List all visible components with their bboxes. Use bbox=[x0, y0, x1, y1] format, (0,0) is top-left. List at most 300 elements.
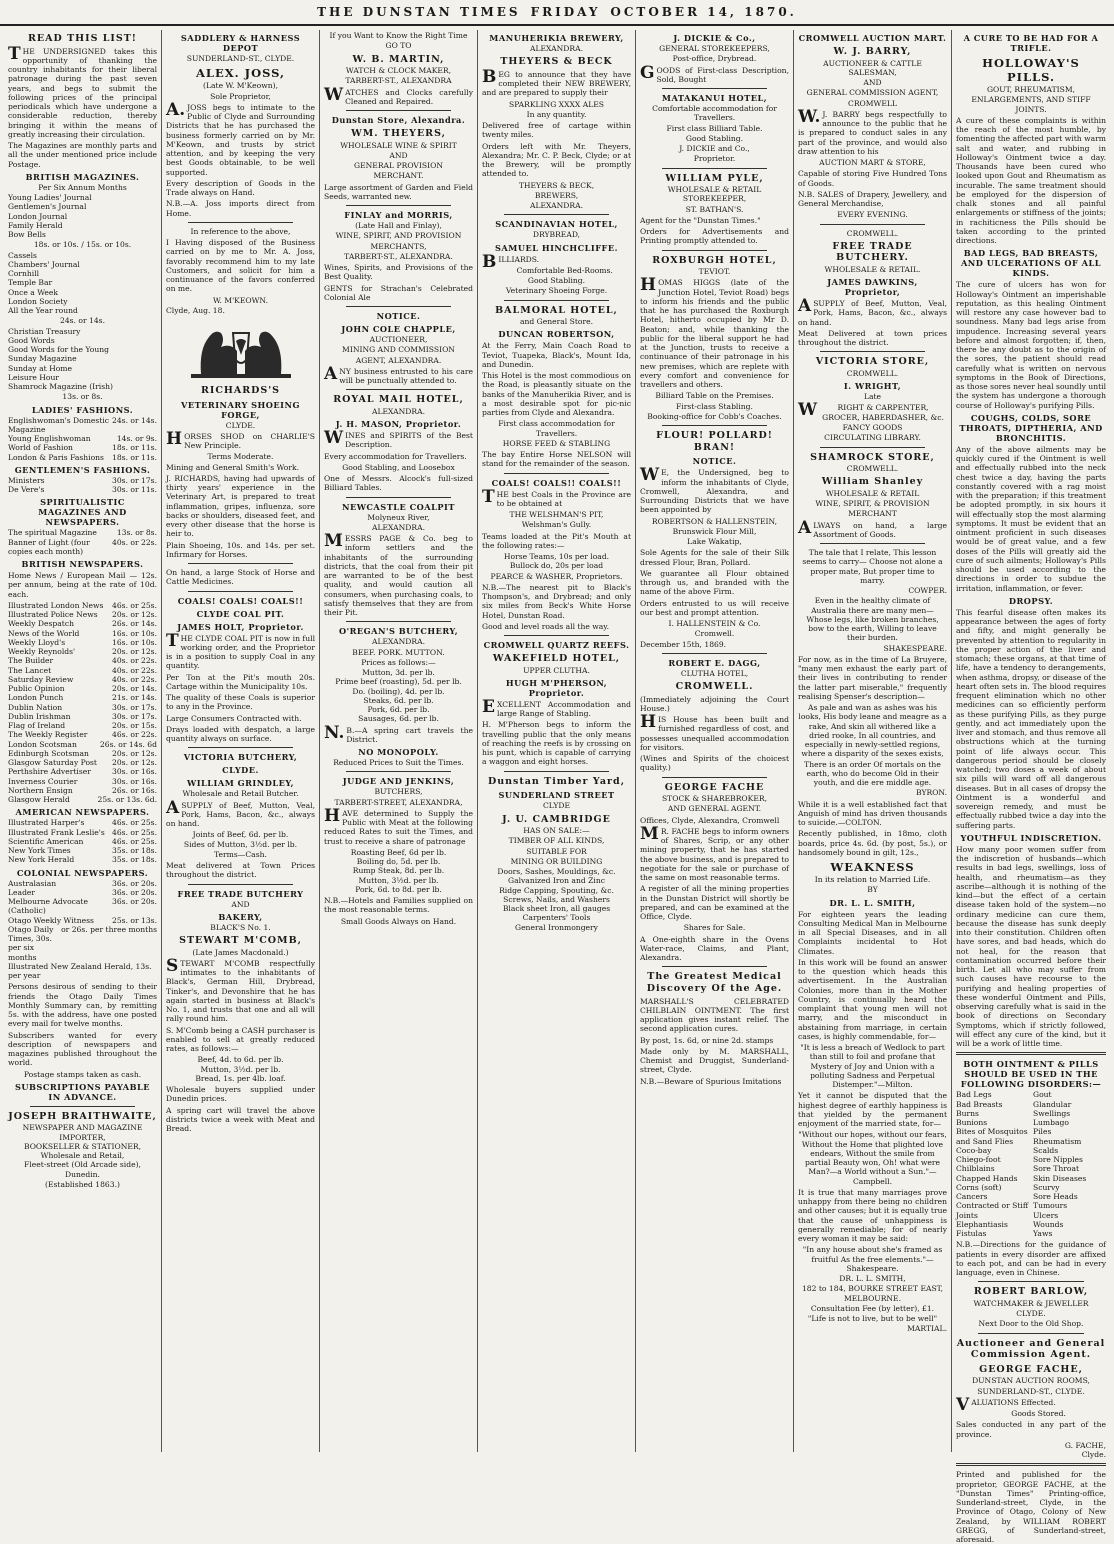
item-name: London Punch bbox=[8, 693, 64, 703]
item-price: 26s. or 14s. 6d bbox=[99, 739, 157, 749]
list-item: Rump Steak, 8d. per lb. bbox=[352, 866, 445, 876]
poem: There is an order Of mortals on the earth, who do become Old in their youth, and die ere middle age. bbox=[804, 759, 941, 788]
ad-line: TIMBER OF ALL KINDS, bbox=[508, 836, 605, 846]
ad-line: AND bbox=[863, 78, 882, 88]
ad-heading: FINLAY and MORRIS, bbox=[344, 210, 453, 221]
list-item: Burns bbox=[956, 1108, 979, 1118]
list-item: Galvanized Iron and Zinc bbox=[508, 876, 605, 886]
ad-text: The quality of these Coals is superior to any in the Province. bbox=[166, 693, 315, 712]
ad-heading: ROBERT BARLOW, bbox=[973, 1286, 1089, 1298]
ad-text: Home News / European Mail — 12s. per annum, being at the rate of 10d. each. bbox=[8, 571, 157, 599]
ad-text: The Magazines are monthly parts and all the under mentioned price include Postage. bbox=[8, 141, 157, 169]
ad-line: Prices as follows:— bbox=[361, 657, 436, 667]
ad-line: BREWERS, bbox=[534, 190, 579, 200]
ad-text: N.B.—A. Joss imports direct from Home. bbox=[166, 199, 315, 218]
list-item: Chiego-foot bbox=[956, 1155, 1001, 1165]
ad-text: ASUPPLY of Beef, Mutton, Veal, Pork, Hams, Bacon, &c., always on hand. bbox=[798, 296, 947, 327]
ad-text: Subscribers wanted for every description of newspapers and magazines published throughout the world. bbox=[8, 1030, 157, 1068]
list-item bbox=[8, 647, 157, 656]
ad-heading: ALEX. JOSS, bbox=[195, 66, 286, 81]
list-item bbox=[8, 721, 157, 730]
list-item: Bad Legs bbox=[956, 1090, 992, 1100]
ad-line: TEVIOT. bbox=[698, 267, 731, 277]
ad-text: Agent for the "Dunstan Times." bbox=[640, 215, 761, 225]
divider bbox=[346, 771, 451, 772]
list-item: Screws, Nails, and Washers bbox=[503, 894, 610, 904]
list-item: Bullock do, 20s per load bbox=[509, 561, 604, 571]
ad-text: Yet it cannot be disputed that the highest degree of earthly happiness is that yielded by the permanent enjoyment of the married state, for— bbox=[798, 1091, 947, 1129]
divider bbox=[346, 110, 451, 111]
ad-line: CROMWELL. bbox=[846, 228, 899, 238]
ad-line: Next Door to the Old Shop. bbox=[978, 1319, 1084, 1329]
list-item: Horse Teams, 10s per load. bbox=[503, 552, 610, 562]
ad-line: WHOLESALE WINE & SPIRIT bbox=[340, 140, 457, 150]
ad-line: Wholesale and Retail Butcher. bbox=[182, 789, 299, 799]
magazine-list-1 bbox=[8, 193, 157, 239]
list-item: Corns (soft) bbox=[956, 1182, 1002, 1192]
item-price: 16s. or 10s. bbox=[112, 628, 157, 638]
item-price: 46s. or 25s. bbox=[112, 600, 157, 610]
ad-text: First class Billiard Table. bbox=[666, 123, 763, 133]
list-item bbox=[8, 925, 157, 962]
divider bbox=[662, 425, 767, 426]
list-item bbox=[8, 443, 157, 452]
ad-text: At the Ferry, Main Coach Road to Teviot, Tuapeka, Black's, Mount Ida, and Dunedin. bbox=[482, 341, 631, 369]
section-heading: GENTLEMEN'S FASHIONS. bbox=[14, 464, 151, 475]
list-item: London Journal bbox=[8, 211, 68, 221]
ad-text: HORSES SHOD on CHARLIE'S New Principle. bbox=[166, 428, 315, 451]
list-item: Sore Throat bbox=[1033, 1164, 1080, 1174]
attribution: COWPER. bbox=[908, 586, 947, 596]
column-7 bbox=[952, 30, 1110, 1544]
ad-heading: ROBERT E. DAGG, bbox=[668, 657, 761, 668]
item-price: 20s. or 12s. bbox=[112, 647, 157, 657]
ad-line: ST. BATHAN'S. bbox=[685, 204, 744, 214]
ad-heading: COUGHS, COLDS, SORE THROATS, DIPTHERIA, AND BRONCHITIS. bbox=[959, 412, 1103, 443]
item-price: 36s. or 20s. bbox=[112, 887, 157, 897]
ad-text: Drays loaded with despatch, a large quantity always on surface. bbox=[166, 724, 315, 744]
ad-text: For now, as in the time of La Bruyere, "many men exhaust the early part of their lives in contributing to render the latter part miserable," frequently realising Spenser's description— bbox=[798, 654, 947, 701]
item-name: New York Herald bbox=[8, 855, 75, 865]
item-name: Weekly Despatch bbox=[8, 619, 74, 629]
list-item bbox=[8, 434, 157, 443]
item-name: The Builder bbox=[8, 656, 54, 666]
list-item: Carpenters' Tools bbox=[522, 913, 591, 923]
list-item bbox=[8, 693, 157, 702]
ad-heading: O'REGAN'S BUTCHERY, bbox=[338, 626, 459, 637]
ad-text: STEWART M'COMB respectfully intimates to the inhabitants of Black's, German Hill, Drybread, Tinker's, and Devonshire that he has again started in business at Black's No. 1, and trusts that one and all will rally round him. bbox=[166, 955, 315, 1024]
list-item: Bites of Mosquitos and Sand Flies bbox=[956, 1127, 1028, 1146]
list-item: Skin Diseases bbox=[1033, 1173, 1087, 1183]
list-item bbox=[8, 855, 157, 864]
ad-text: HAVE determined to Supply the Public with Meat at the following reduced Rates to suit the Times, and trust to receive a share of patronage bbox=[324, 805, 473, 846]
ad-heading: W. B. MARTIN, bbox=[352, 53, 445, 65]
ad-line: BLACK'S No. 1. bbox=[210, 922, 271, 932]
list-item bbox=[8, 538, 157, 557]
item-name: Englishwoman's Domestic Magazine bbox=[8, 415, 110, 434]
ad-text: Capable of storing Five Hundred Tons of Goods. bbox=[798, 169, 947, 188]
ad-line: SUITABLE FOR bbox=[526, 846, 587, 856]
ad-text: "Life is not to live, but to be well" bbox=[807, 1314, 938, 1324]
american-list bbox=[8, 818, 157, 864]
item-price: 25s. or 13s. 6d. bbox=[97, 795, 157, 805]
ad-line: THE WELSHMAN'S PIT, bbox=[509, 510, 604, 520]
ad-text: A.JOSS begs to intimate to the Public of Clyde and Surrounding Districts that he has purchased the business formerly carried on by Mr. M'Keown, and trusts by strict attention, and by keeping the very best Goods obtainable, to be well supported. bbox=[166, 99, 315, 177]
gents-list bbox=[8, 476, 157, 495]
list-item bbox=[8, 476, 157, 485]
ad-line: W. M'KEOWN. bbox=[213, 295, 268, 305]
list-item bbox=[8, 453, 157, 462]
item-name: Banner of Light (four copies each month) bbox=[8, 537, 90, 556]
ad-line: PEARCE & WASHER, Proprietors. bbox=[490, 571, 623, 581]
item-name: De Vere's bbox=[8, 485, 45, 495]
ad-heading: CROMWELL. bbox=[675, 681, 754, 693]
list-item bbox=[8, 666, 157, 675]
item-name: Inverness Courier bbox=[8, 776, 78, 786]
ad-text: ASUPPLY of Beef, Mutton, Veal, Pork, Hams, Bacon, &c., always on hand. bbox=[166, 797, 315, 829]
price-list bbox=[324, 668, 473, 724]
item-price: 30s. or 11s. bbox=[112, 485, 157, 495]
list-item: Steaks, 6d. per lb. bbox=[363, 695, 434, 705]
ad-text: W.J. BARRY begs respectfully to announce to the public that he is prepared to conduct sales in any part of the province, and would also draw attention to his bbox=[798, 106, 947, 156]
ad-line: BEEF. PORK. MUTTON. bbox=[352, 647, 445, 657]
ad-text: Meat Delivered at town prices throughout the district. bbox=[798, 328, 947, 348]
list-item bbox=[8, 638, 157, 647]
ad-line: GENERAL STOREKEEPERS, bbox=[659, 44, 770, 53]
column-6 bbox=[794, 30, 952, 1452]
list-item: Black sheet Iron, all gauges bbox=[502, 904, 611, 914]
ad-heading: GEORGE FACHE bbox=[664, 781, 765, 793]
price: 24s. or 14s. bbox=[60, 316, 105, 326]
item-price: 46s. or 25s. bbox=[112, 818, 157, 828]
ad-heading: FLOUR! POLLARD! BRAN! bbox=[656, 430, 773, 453]
ad-text: Orders entrusted to us will receive our best and prompt attention. bbox=[640, 598, 789, 617]
list-item: Cornhill bbox=[8, 269, 40, 279]
ad-heading: JAMES DAWKINS, Proprietor, bbox=[827, 277, 918, 298]
rate-list bbox=[324, 848, 473, 894]
ad-text: Good and level roads all the way. bbox=[482, 621, 609, 631]
ad-heading: WEAKNESS bbox=[830, 860, 915, 875]
ad-text: Good Stabling. bbox=[527, 276, 586, 286]
item-name: Otago Daily Times, 30s. per six months bbox=[8, 924, 54, 962]
ad-line: GENERAL COMMISSION AGENT, bbox=[806, 88, 939, 98]
ad-heading: Auctioneer and General Commission Agent. bbox=[956, 1337, 1106, 1361]
ad-line: TARBERT-ST., ALEXANDRA. bbox=[344, 251, 453, 261]
section-heading: AMERICAN NEWSPAPERS. bbox=[15, 807, 150, 818]
poem: Even in the healthy climate of Australia there are many men— Whose legs, like broken branches, bow to the earth, Willing to leave their burden. bbox=[806, 596, 939, 643]
item-price: 14s. or 9s. bbox=[116, 434, 157, 444]
ad-line: ALEXANDRA. bbox=[371, 637, 426, 647]
list-item: Cancers bbox=[956, 1192, 988, 1202]
ad-text: N.B.—Beware of Spurious Imitations bbox=[640, 1076, 782, 1086]
section-heading: BRITISH MAGAZINES. bbox=[25, 171, 140, 182]
item-price: 40s. or 22s. bbox=[112, 665, 157, 675]
ad-heading: HOLLOWAY'S PILLS. bbox=[982, 56, 1080, 85]
list-item: Prime beef (roasting), 5d. per lb. bbox=[335, 677, 462, 687]
ad-text: Orders for Advertisements and Printing promptly attended to. bbox=[640, 227, 789, 246]
item-name: Illustrated Harper's bbox=[8, 818, 85, 828]
spirit-list bbox=[8, 528, 157, 556]
ad-heading: BALMORAL HOTEL, bbox=[495, 304, 618, 316]
ad-line: Post-office, Drybread. bbox=[672, 54, 757, 64]
divider bbox=[820, 224, 925, 225]
divider bbox=[978, 1333, 1084, 1334]
ad-text: EXCELLENT Accommodation and large Range of Stabling. bbox=[482, 696, 631, 719]
ad-text: For eighteen years the leading Consulting Medical Man in Melbourne in all Special Diseases, and in all Complaints incidental to Hot Climates. bbox=[798, 909, 947, 956]
ad-text: Small Goods Always on Hand. bbox=[340, 916, 457, 926]
list-item bbox=[8, 601, 157, 610]
item-price: 20s. or 12s. bbox=[112, 610, 157, 620]
ad-heading: BAD LEGS, BAD BREASTS, AND ULCERATIONS OF ALL KINDS. bbox=[960, 248, 1102, 279]
list-item: Chapped Hands bbox=[956, 1173, 1018, 1183]
ad-text: A spring cart will travel the above districts twice a week with Meat and Bread. bbox=[166, 1105, 315, 1134]
ad-line: ROBERTSON & HALLENSTEIN, bbox=[651, 516, 778, 526]
item-name: Public Opinion bbox=[8, 684, 65, 694]
list-item: Fistulas bbox=[956, 1229, 987, 1239]
list-item: Pork, 6d. per lb. bbox=[367, 705, 430, 715]
ad-line: UPPER CLUTHA. bbox=[523, 665, 590, 675]
ad-heading: COALS! COALS!! COALS!! bbox=[491, 477, 622, 488]
list-item: Doors, Sashes, Mouldings, &c. bbox=[497, 867, 616, 877]
ad-text: This fearful disease often makes its appearance between the ages of forty and fifty, and might generally be prevented by attention to regularity in the proper action of the liver and stomach; these organs, at that time of life, have a tendency to derangements, when asthma, dropsy, or disease of the heart often sets in. The blood requires frequent elimination which no other medicines can so efficiently perform as these purifying Pills, as they purge gently, and act immediately upon the liver and stomach, and thus remove all obstructions which at the turning point of life always occur. This dangerous period should be closely watched; two doses a week of about six pills will ward off all dangerous diseases. But in all cases of dropsy the Ointment is a wonderful and sovereign remedy, and must be effectually rubbed twice a day into the suffering parts. bbox=[956, 607, 1106, 830]
ad-line: Terms Moderate. bbox=[207, 452, 274, 462]
ad-text: Made only by M. MARSHALL, Chemist and Druggist, Sunderland-street, Clyde. bbox=[640, 1046, 789, 1075]
ad-line: Molyneux River, bbox=[367, 512, 430, 522]
ad-text: It is true that many marriages prove unhappy from there being no children and other causes; but it is equally true that the cause of unhappiness is generally remediable; for of nearly every woman it may be said: bbox=[798, 1187, 947, 1244]
ad-line: WHOLESALE & RETAIL. bbox=[824, 264, 921, 274]
ad-text: Recently published, in 18mo, cloth boards, price 4s. 6d. (by post, 5s.), or handsomely bound in gilt, 12s., bbox=[798, 829, 947, 857]
ad-line: GROCER, HABERDASHER, &c. bbox=[822, 412, 944, 422]
ad-line: ALEXANDRA. bbox=[371, 406, 426, 416]
item-name: New York Times bbox=[8, 846, 71, 856]
ad-line: GO TO bbox=[385, 41, 412, 51]
divider bbox=[346, 497, 451, 498]
list-item bbox=[8, 837, 157, 846]
item-name: Illustrated Police News bbox=[8, 610, 98, 620]
ad-line: Clyde. bbox=[1081, 1450, 1106, 1460]
section-heading: BRITISH NEWSPAPERS. bbox=[21, 559, 144, 570]
ad-heading: WAKEFIELD HOTEL, bbox=[492, 653, 621, 665]
list-item: NEWSPAPER AND MAGAZINE IMPORTER, bbox=[22, 1123, 143, 1142]
column-5 bbox=[636, 30, 794, 1452]
newspaper-columns bbox=[4, 30, 1110, 1544]
list-item: Sausages, 6d. per lb. bbox=[358, 714, 439, 724]
ad-line: Clyde, Aug. 18. bbox=[166, 305, 225, 315]
ad-text: WATCHES and Clocks carefully Cleaned and Repaired. bbox=[324, 84, 473, 106]
list-item bbox=[8, 684, 157, 693]
ad-text: Good Stabling, and Loosebox bbox=[342, 462, 455, 472]
list-item bbox=[8, 879, 157, 888]
item-price: 20s. or 14s. bbox=[112, 684, 157, 694]
ad-text: HOMAS HIGGS (late of the Junction Hotel, Teviot Road) begs to inform his friends and the public that he has purchased the Roxburgh Hotel, hitherto occupied by Mr D. Beaton; and, while thanking the public for the liberal support he had at the Junction, trusts to receive a continuance of their patronage in his new premises, which are replete with every comfort and convenience for travellers and others. bbox=[640, 275, 789, 390]
item-name: Weekly Lloyd's bbox=[8, 637, 66, 647]
list-item: Sore Nipples bbox=[1033, 1155, 1083, 1165]
ad-text: GENTS for Strachan's Celebrated Colonial Ale bbox=[324, 283, 473, 302]
item-price: 18s. or 11s. bbox=[112, 452, 157, 462]
list-item: Beef, 4d. to 6d. per lb. bbox=[197, 1055, 284, 1065]
ad-line: ALEXANDRA. bbox=[371, 522, 426, 532]
ad-text: Comfortable Bed-Rooms. bbox=[516, 265, 613, 275]
ad-line: AND bbox=[231, 899, 250, 909]
ad-heading: W. J. BARRY, bbox=[833, 46, 912, 57]
ad-text: N.B.—Directions for the guidance of patients in every disorder are affixed to each pot, and can be had in every language, even in Chinese. bbox=[956, 1240, 1106, 1278]
ad-line: FANCY GOODS bbox=[842, 423, 903, 433]
item-price: 40s. or 22s. bbox=[112, 656, 157, 666]
divider bbox=[504, 300, 609, 301]
item-price: 25s. or 13s. bbox=[112, 915, 157, 925]
list-item: Piles bbox=[1033, 1127, 1052, 1137]
ad-text: Sole Agents for the sale of their Silk dressed Flour, Bran, Pollard. bbox=[640, 548, 789, 567]
ad-text: Consultation Fee (by letter), £1. bbox=[810, 1303, 935, 1313]
ad-text: Plain Shoeing, 10s. and 14s. per set. Infirmary for Horses. bbox=[166, 540, 315, 559]
ad-heading: J. DICKIE & Co., bbox=[673, 33, 756, 43]
divider bbox=[30, 1106, 135, 1107]
divider bbox=[188, 591, 293, 592]
item-name: Dublin Irishman bbox=[8, 711, 71, 721]
item-price: 26s. or 16s. bbox=[112, 785, 157, 795]
list-item: Christian Treasury bbox=[8, 326, 81, 336]
divider bbox=[978, 1281, 1084, 1282]
list-item: Fleet-street (Old Arcade side), bbox=[24, 1160, 141, 1170]
list-item bbox=[8, 703, 157, 712]
divider bbox=[346, 621, 451, 622]
item-name: Scientific American bbox=[8, 836, 84, 846]
magazine-list-3 bbox=[8, 327, 157, 392]
ad-line: In reference to the above, bbox=[190, 226, 291, 236]
ad-text: WINES and SPIRITS of the Best Description. bbox=[324, 428, 473, 450]
ad-line: BUTCHERS, bbox=[374, 787, 423, 797]
item-name: London Scotsman bbox=[8, 739, 77, 749]
list-item: Dunedin. bbox=[65, 1169, 100, 1179]
ad-text: Postage stamps taken as cash. bbox=[23, 1069, 142, 1079]
ad-heading: YOUTHFUL INDISCRETION. bbox=[960, 832, 1102, 843]
ad-text: HORSE FEED & STABLING bbox=[502, 438, 611, 448]
column-1 bbox=[4, 30, 162, 1452]
signature: G. FACHE, bbox=[1064, 1440, 1106, 1450]
ad-line: WHOLESALE & RETAIL bbox=[825, 488, 920, 498]
ad-line: (Late W. M'Keown), bbox=[203, 81, 278, 91]
item-price: 46s. or 25s. bbox=[112, 827, 157, 837]
item-name: Australasian bbox=[8, 878, 57, 888]
ad-line: THEYERS & BECK, bbox=[518, 180, 595, 190]
ad-line: Lake Wakatip, bbox=[687, 537, 742, 547]
ad-text: (Wines and Spirits of the choicest quality.) bbox=[640, 754, 789, 773]
divider bbox=[662, 653, 767, 654]
list-item bbox=[8, 528, 157, 537]
list-item: Ulcers bbox=[1033, 1210, 1059, 1220]
ad-heading: DR. L. L. SMITH, bbox=[829, 897, 916, 908]
ad-line: CROMWELL. bbox=[846, 464, 899, 474]
list-item: Good Words for the Young bbox=[8, 345, 109, 355]
item-price: 35s. or 18s. bbox=[112, 855, 157, 865]
ad-line: AND bbox=[389, 150, 408, 160]
ad-heading: Dunstan Store, Alexandra. bbox=[331, 115, 466, 126]
ad-line: WHOLESALE & RETAIL STOREKEEPER, bbox=[667, 185, 762, 204]
list-item bbox=[8, 730, 157, 739]
ad-text: VALUATIONS Effected. bbox=[956, 1394, 1056, 1415]
list-item: Tumours bbox=[1033, 1201, 1068, 1211]
list-item: Good Words bbox=[8, 335, 55, 345]
ad-text: By post, 1s. 6d, or nine 2d. stamps bbox=[640, 1035, 774, 1045]
ad-heading: JOSEPH BRAITHWAITE, bbox=[8, 1110, 157, 1122]
ad-text: H. M'Pherson begs to inform the travelling public that the only means of reaching the reefs is by crossing on his punt, which is capable of carrying a waggon and eight horses. bbox=[482, 720, 631, 767]
list-item bbox=[8, 656, 157, 665]
attribution: SHAKESPEARE. bbox=[883, 643, 947, 653]
ad-heading: WM. THEYERS, bbox=[351, 128, 446, 140]
ad-line: CIRCULATING LIBRARY. bbox=[824, 433, 921, 443]
item-price: 20s. or 15s. bbox=[112, 721, 157, 731]
column-3 bbox=[320, 30, 478, 1452]
list-item: Elephantiasis bbox=[956, 1219, 1008, 1229]
item-price: 30s. or 17s. bbox=[112, 702, 157, 712]
horse-emblem-icon bbox=[166, 319, 315, 381]
ad-line: EVERY EVENING. bbox=[837, 210, 908, 220]
ad-text: Persons desirous of sending to their friends the Otago Daily Times Monthly Summary can, by remitting 5s. with the address, have one posted every mail for twelve months. bbox=[8, 982, 157, 1029]
ad-text: WRIGHT & CARPENTER, bbox=[798, 399, 929, 420]
divider bbox=[662, 168, 767, 169]
ad-text: Sales conducted in any part of the province. bbox=[956, 1420, 1106, 1439]
item-price: or 26s. per three months bbox=[61, 924, 157, 934]
ad-text: Wines, Spirits, and Provisions of the Best Quality. bbox=[324, 263, 473, 282]
ad-line: AUCTIONEER, bbox=[369, 335, 428, 345]
divider bbox=[504, 214, 609, 215]
address: DR. L. L. SMITH, bbox=[839, 1274, 906, 1284]
item-price: 46s. or 25s. bbox=[112, 836, 157, 846]
divider bbox=[662, 966, 767, 967]
item-name: Flag of Ireland bbox=[8, 721, 66, 731]
ad-heading: NEWCASTLE COALPIT bbox=[342, 501, 455, 512]
ad-text: Good Stabling. bbox=[685, 133, 744, 143]
ad-text: N.B.—Hotels and Families supplied on the most reasonable terms. bbox=[324, 896, 473, 915]
ad-text: First-class Stabling. bbox=[676, 401, 753, 411]
ad-line: GENERAL PROVISION bbox=[354, 161, 443, 171]
ad-text: Large Consumers Contracted with. bbox=[166, 713, 302, 723]
ad-text: Every accommodation for Travellers. bbox=[324, 451, 467, 461]
ad-line: CLYDE. bbox=[225, 420, 256, 430]
list-item: Young Ladies' Journal bbox=[8, 193, 92, 203]
item-name: Illustrated Frank Leslie's bbox=[8, 827, 105, 837]
ad-line: MINING AND COMMISSION bbox=[342, 345, 455, 355]
section-heading: COLONIAL NEWSPAPERS. bbox=[16, 867, 149, 878]
ad-text: Booking-office for Cobb's Coaches. bbox=[647, 411, 782, 421]
list-item bbox=[8, 740, 157, 749]
ad-text: This Hotel is the most commodious on the Road, is pleasantly situate on the banks of the Manuherikia River, and is a most desirable spot for pic-nic parties from Clyde and Alexandra. bbox=[482, 371, 631, 418]
ad-heading: WILLIAM GRINDLEY, bbox=[187, 778, 294, 789]
item-name: News of the World bbox=[8, 628, 80, 638]
section-heading: SUBSCRIPTIONS PAYABLE IN ADVANCE. bbox=[14, 1081, 151, 1102]
ad-text: ANY business entrusted to his care will be punctually attended to. bbox=[324, 363, 473, 386]
list-item: Mutton, 3½d. per lb. bbox=[200, 1064, 281, 1074]
list-item bbox=[8, 758, 157, 767]
ad-line: CLUTHA HOTEL, bbox=[680, 668, 749, 678]
list-item bbox=[8, 846, 157, 855]
ad-line: BY bbox=[867, 885, 878, 895]
ad-text: Offices, Clyde, Alexandra, Cromwell bbox=[640, 815, 780, 825]
ad-line: December 15th, 1869. bbox=[640, 639, 727, 649]
ad-line: Late bbox=[863, 392, 882, 402]
ad-line: AND GENERAL AGENT. bbox=[667, 804, 762, 814]
item-name: Perthshire Advertiser bbox=[8, 767, 91, 777]
ad-heading: RICHARDS'S bbox=[200, 385, 280, 397]
list-item: Gout bbox=[1033, 1090, 1052, 1100]
list-item bbox=[8, 962, 157, 981]
list-item bbox=[8, 818, 157, 827]
ad-text: THE UNDERSIGNED takes this opportunity of thanking the country inhabitants for their liberal patronage during the past seven years, and begs to submit the following prices of the principal periodicals which have undergone a considerable reduction, thereby bringing it within the means of greatly increasing their circulation. bbox=[8, 43, 157, 139]
divider bbox=[346, 389, 451, 390]
ad-heading: HUGH M'PHERSON, Proprietor. bbox=[505, 677, 608, 698]
item-name: Illustrated London News bbox=[8, 600, 104, 610]
ad-line: MERCHANTS, bbox=[370, 241, 427, 251]
